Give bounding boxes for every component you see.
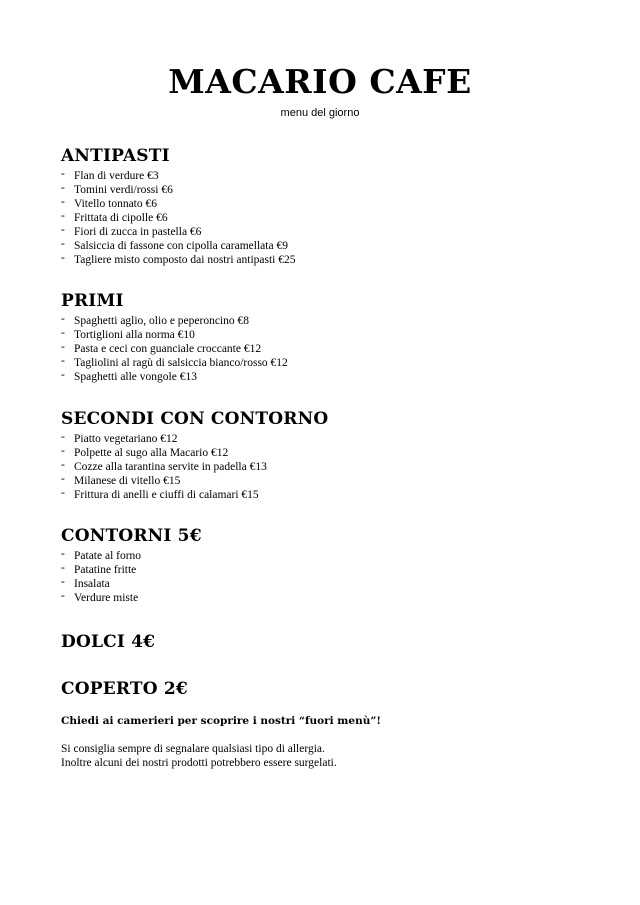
menu-item-text: Insalata	[74, 578, 110, 590]
menu-list	[61, 169, 621, 267]
menu-item-text: Tagliolini al ragù di salsiccia bianco/rosso €12	[74, 357, 288, 369]
section-contorni	[61, 526, 621, 605]
bullet-dash: -	[61, 548, 65, 560]
menu-item	[61, 446, 621, 460]
bullet-dash: -	[61, 369, 65, 381]
menu-item	[61, 253, 621, 267]
bullet-dash: -	[61, 327, 65, 339]
menu-item	[61, 577, 621, 591]
menu-item	[61, 591, 621, 605]
section-title: COPERTO 2€	[61, 679, 188, 699]
page-title: MACARIO CAFE	[168, 62, 472, 101]
menu-item-text: Cozze alla tarantina servite in padella €13	[74, 461, 267, 473]
allergy-note-line: Inoltre alcuni dei nostri prodotti potrebbero essere surgelati.	[61, 757, 337, 769]
menu-item-text: Vitello tonnato €6	[74, 198, 157, 210]
menu-item-text: Frittura di anelli e ciuffi di calamari €15	[74, 489, 259, 501]
menu-item-text: Milanese di vitello €15	[74, 475, 181, 487]
menu-item	[61, 432, 621, 446]
section-primi	[61, 291, 621, 384]
menu-list	[61, 432, 621, 502]
bullet-dash: -	[61, 224, 65, 236]
menu-item-text: Fiori di zucca in pastella €6	[74, 226, 202, 238]
menu-item	[61, 225, 621, 239]
menu-item-text: Patate al forno	[74, 550, 142, 562]
section-title: PRIMI	[61, 291, 124, 311]
bullet-dash: -	[61, 196, 65, 208]
bullet-dash: -	[61, 431, 65, 443]
section-title: ANTIPASTI	[61, 146, 170, 166]
menu-item-text: Frittata di cipolle €6	[74, 212, 168, 224]
menu-item	[61, 328, 621, 342]
bullet-dash: -	[61, 341, 65, 353]
menu-item-text: Flan di verdure €3	[74, 170, 159, 182]
section-title: SECONDI CON CONTORNO	[61, 409, 329, 429]
specials-note: Chiedi ai camerieri per scoprire i nostri “fuori menù”!	[61, 715, 382, 727]
menu-item	[61, 370, 621, 384]
menu-item-text: Tortiglioni alla norma €10	[74, 329, 195, 341]
menu-item-text: Salsiccia di fassone con cipolla caramellata €9	[74, 240, 288, 252]
bullet-dash: -	[61, 168, 65, 180]
bullet-dash: -	[61, 487, 65, 499]
menu-item-text: Polpette al sugo alla Macario €12	[74, 447, 229, 459]
menu-item	[61, 488, 621, 502]
bullet-dash: -	[61, 182, 65, 194]
menu-item	[61, 563, 621, 577]
section-secondi	[61, 409, 621, 502]
section-coperto	[61, 679, 621, 702]
section-dolci	[61, 632, 621, 655]
menu-item-text: Pasta e ceci con guanciale croccante €12	[74, 343, 262, 355]
menu-list	[61, 314, 621, 384]
bullet-dash: -	[61, 459, 65, 471]
menu-item-text: Tomini verdi/rossi €6	[74, 184, 173, 196]
menu-item	[61, 169, 621, 183]
menu-item-text: Patatine fritte	[74, 564, 137, 576]
menu-item	[61, 314, 621, 328]
menu-item	[61, 342, 621, 356]
bullet-dash: -	[61, 473, 65, 485]
page-subtitle: menu del giorno	[280, 107, 360, 119]
menu-item-text: Spaghetti alle vongole €13	[74, 371, 197, 383]
allergy-note	[61, 742, 337, 770]
bullet-dash: -	[61, 445, 65, 457]
menu-item	[61, 183, 621, 197]
menu-item-text: Verdure miste	[74, 592, 139, 604]
menu-item	[61, 549, 621, 563]
menu-item-text: Piatto vegetariano €12	[74, 433, 178, 445]
menu-item-text: Spaghetti aglio, olio e peperoncino €8	[74, 315, 250, 327]
bullet-dash: -	[61, 238, 65, 250]
section-title: DOLCI 4€	[61, 632, 156, 652]
menu-item	[61, 356, 621, 370]
menu-item-text: Tagliere misto composto dai nostri antipasti €25	[74, 254, 296, 266]
bullet-dash: -	[61, 355, 65, 367]
menu-item	[61, 474, 621, 488]
menu-item	[61, 460, 621, 474]
bullet-dash: -	[61, 576, 65, 588]
menu-list	[61, 549, 621, 605]
bullet-dash: -	[61, 313, 65, 325]
bullet-dash: -	[61, 590, 65, 602]
bullet-dash: -	[61, 562, 65, 574]
section-title: CONTORNI 5€	[61, 526, 202, 546]
section-antipasti	[61, 146, 621, 267]
menu-item	[61, 211, 621, 225]
bullet-dash: -	[61, 252, 65, 264]
bullet-dash: -	[61, 210, 65, 222]
allergy-note-line: Si consiglia sempre di segnalare qualsiasi tipo di allergia.	[61, 743, 325, 755]
menu-item	[61, 197, 621, 211]
menu-item	[61, 239, 621, 253]
